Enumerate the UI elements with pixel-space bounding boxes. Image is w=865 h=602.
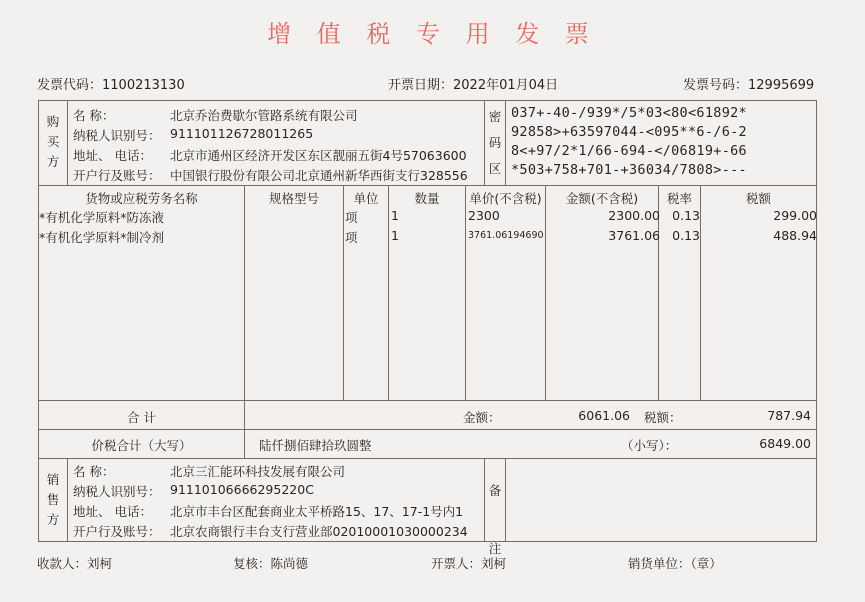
footer-payee: [37, 554, 112, 572]
buyer-tax-id: 911101126728011265: [170, 126, 314, 141]
col-header-rate: 税率: [666, 191, 692, 206]
buyer-bank-label: 开户行及账号：: [73, 168, 161, 183]
invoice-title: 增 值 税 专 用 发 票: [267, 20, 598, 48]
totals-label: 合 计: [127, 410, 156, 425]
footer-issuer-value: 刘柯: [481, 556, 507, 571]
buyer-bank: 中国银行股份有限公司北京通州新华西街支行328556: [170, 168, 468, 183]
footer-issuer-label: 开票人：: [431, 556, 482, 571]
seller-address: 北京市丰台区配套商业太平桥路15、17、17-1号内1: [170, 504, 464, 519]
cipher-section-char-2: 码: [488, 135, 502, 150]
cipher-line: *503+758+701-+36034/7808>---: [511, 162, 747, 178]
invoice-code: [37, 74, 185, 93]
buyer-section-char-2: 买: [46, 134, 60, 149]
buyer-tax-label: 纳税人识别号：: [73, 128, 161, 143]
invoice-date-label: 开票日期：: [388, 78, 454, 93]
item-amount: 2300.00: [608, 208, 660, 223]
footer-review-value: 陈尚德: [270, 556, 309, 571]
item-amount: 3761.06: [608, 228, 660, 243]
cipher-section-char-3: 区: [488, 161, 502, 176]
grand-total-label: 价税合计（大写）: [91, 438, 192, 453]
item-name: *有机化学原料*制冷剂: [39, 230, 165, 245]
buyer-name-label: 名 称：: [73, 108, 115, 123]
footer-issuer: [431, 554, 506, 572]
seller-tax-label: 纳税人识别号：: [73, 484, 161, 499]
item-qty: 1: [391, 208, 399, 223]
footer-review-label: 复核：: [233, 556, 271, 571]
col-header-tax: 税额: [745, 191, 771, 206]
col-header-name: 货物或应税劳务名称: [85, 191, 198, 206]
seller-address-label: 地址、 电话：: [73, 504, 152, 519]
item-unit: 项: [345, 230, 358, 245]
col-header-unit: 单位: [353, 191, 379, 206]
cipher-section-char-1: 密: [488, 109, 502, 124]
item-rate: 0.13: [672, 208, 700, 223]
footer-review: [233, 554, 308, 572]
item-name: *有机化学原料*防冻液: [39, 210, 165, 225]
cipher-line: 8<+97/2*1/66-694-</06819+-66: [511, 143, 747, 159]
seller-name: 北京三汇能环科技发展有限公司: [170, 464, 346, 479]
seller-section-char-3: 方: [46, 512, 60, 527]
seller-section-char-2: 售: [46, 492, 60, 507]
remark-section-char-1: 备: [488, 483, 502, 498]
seller-bank-label: 开户行及账号：: [73, 524, 161, 539]
item-price: 2300: [468, 208, 500, 223]
cipher-line: 037+-40-/939*/5*03<80<61892*: [511, 105, 747, 121]
invoice-code-label: 发票代码：: [37, 78, 103, 93]
grand-total-upper: 陆仟捌佰肆拾玖圆整: [259, 438, 372, 453]
grand-total-small: 6849.00: [759, 436, 811, 451]
seller-bank: 北京农商银行丰台支行营业部02010001030000234: [170, 524, 468, 539]
invoice-date: [388, 74, 558, 93]
seller-section-label: [39, 470, 67, 530]
remark-section-char-2: 注: [488, 541, 502, 556]
item-unit: 项: [345, 210, 358, 225]
item-rate: 0.13: [672, 228, 700, 243]
footer-seller-stamp: 销货单位：（章）: [628, 556, 722, 571]
buyer-address-label: 地址、 电话：: [73, 148, 152, 163]
totals-amount: 6061.06: [578, 408, 630, 423]
cipher-section-label: [485, 104, 505, 182]
seller-section-char-1: 销: [46, 472, 60, 487]
invoice-number-label: 发票号码：: [683, 78, 749, 93]
item-tax: 488.94: [773, 228, 817, 243]
grand-total-small-label: （小写）：: [621, 438, 678, 453]
col-header-qty: 数量: [414, 191, 440, 206]
invoice-code-value: 1100213130: [102, 78, 185, 93]
buyer-address: 北京市通州区经济开发区东区靓丽五街4号57063600: [170, 148, 467, 163]
item-qty: 1: [391, 228, 399, 243]
buyer-name: 北京乔治费歇尔管路系统有限公司: [170, 108, 358, 123]
footer-payee-label: 收款人：: [37, 556, 88, 571]
cipher-text: [511, 104, 747, 180]
buyer-section-char-1: 购: [46, 114, 60, 129]
col-header-spec: 规格型号: [268, 191, 319, 206]
buyer-section-label: [39, 112, 67, 172]
invoice-date-value: 2022年01月04日: [453, 78, 559, 93]
invoice-number: [683, 74, 814, 93]
totals-tax: 787.94: [767, 408, 811, 423]
seller-tax-id: 91110106666295220C: [170, 482, 314, 497]
footer-payee-value: 刘柯: [87, 556, 113, 571]
buyer-section-char-3: 方: [46, 154, 60, 169]
item-price: 3761.06194690: [468, 230, 544, 241]
seller-name-label: 名 称：: [73, 464, 115, 479]
remark-area: [506, 459, 816, 541]
col-header-amount: 金额(不含税): [565, 191, 639, 206]
col-header-price: 单价(不含税): [469, 191, 542, 206]
invoice-number-value: 12995699: [748, 78, 815, 93]
item-tax: 299.00: [773, 208, 817, 223]
totals-amount-label: 金额：: [463, 410, 501, 425]
cipher-line: 92858>+63597044-<095**6-/6-2: [511, 124, 747, 140]
totals-tax-label: 税额：: [644, 410, 682, 425]
